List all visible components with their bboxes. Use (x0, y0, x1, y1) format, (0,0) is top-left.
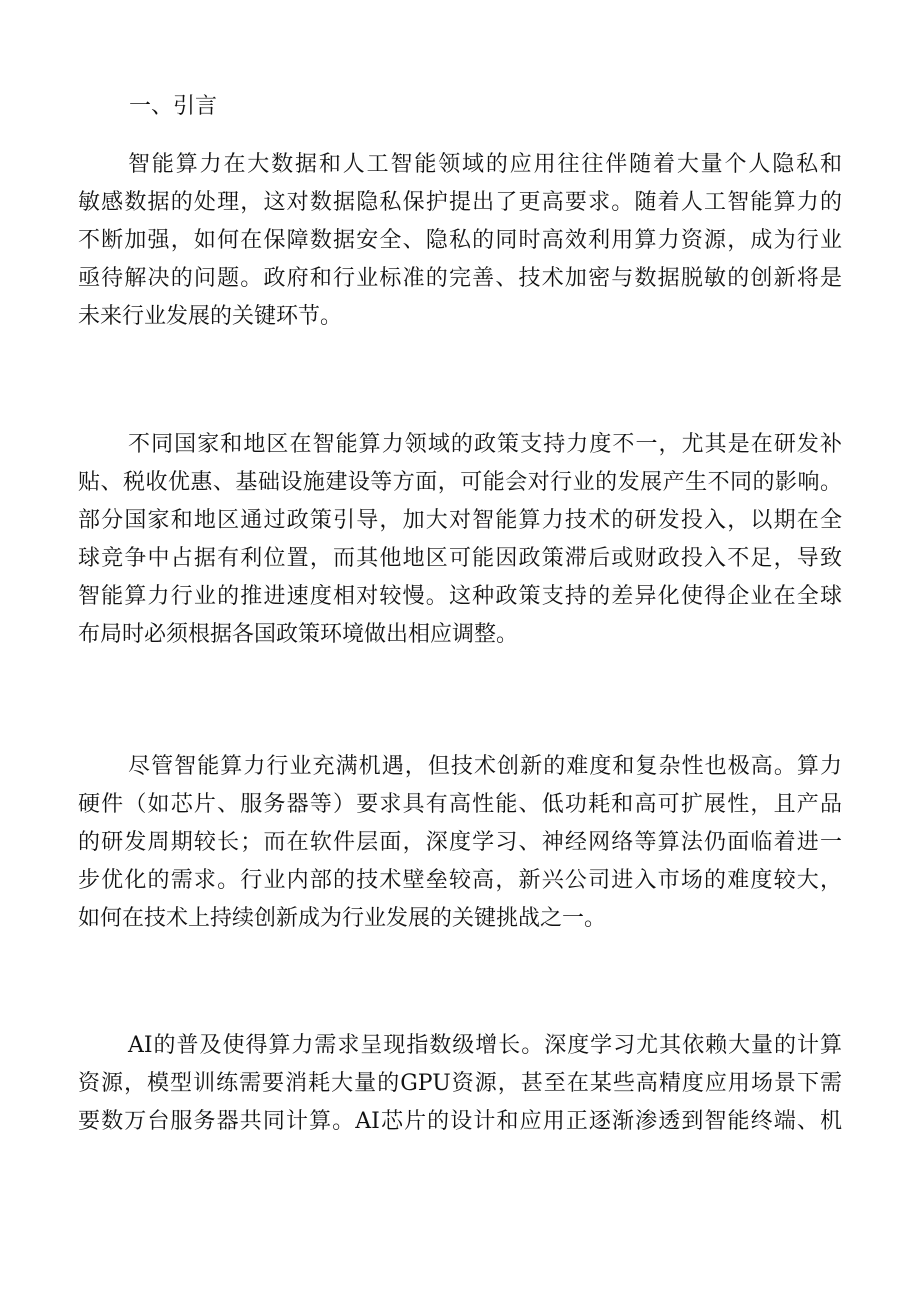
text-line: 要数万台服务器共同计算。AI芯片的设计和应用正逐渐渗透到智能终端、机 (78, 1109, 842, 1134)
text-line: 资源，模型训练需要消耗大量的GPU资源，甚至在某些高精度应用场景下需 (78, 1071, 842, 1096)
text-line: 布局时必须根据各国政策环境做出相应调整。 (78, 622, 519, 647)
section-heading: 一、引言 (129, 94, 218, 119)
text-line: 敏感数据的处理，这对数据隐私保护提出了更高要求。随着人工智能算力的 (78, 190, 842, 215)
text-line: 步优化的需求。行业内部的技术壁垒较高，新兴公司进入市场的难度较大， (78, 868, 842, 893)
text-line: 硬件（如芯片、服务器等）要求具有高性能、低功耗和高可扩展性，且产品 (78, 792, 842, 817)
paragraph-4 (78, 1027, 842, 1141)
paragraph-3 (78, 748, 842, 938)
text-line: AI的普及使得算力需求呈现指数级增长。深度学习尤其依赖大量的计算 (128, 1033, 842, 1058)
paragraph-1 (78, 146, 842, 336)
text-line: 的研发周期较长；而在软件层面，深度学习、神经网络等算法仍面临着进一 (78, 830, 842, 855)
text-line: 球竞争中占据有利位置，而其他地区可能因政策滞后或财政投入不足，导致 (78, 546, 842, 571)
text-line: 部分国家和地区通过政策引导，加大对智能算力技术的研发投入，以期在全 (78, 508, 842, 533)
text-line: 不同国家和地区在智能算力领域的政策支持力度不一，尤其是在研发补 (128, 432, 842, 457)
paragraph-2 (78, 426, 842, 654)
text-line: 不断加强，如何在保障数据安全、隐私的同时高效利用算力资源，成为行业 (78, 228, 842, 253)
text-line: 智能算力行业的推进速度相对较慢。这种政策支持的差异化使得企业在全球 (78, 584, 842, 609)
text-line: 未来行业发展的关键环节。 (78, 304, 343, 329)
text-line: 如何在技术上持续创新成为行业发展的关键挑战之一。 (78, 906, 607, 931)
text-line: 尽管智能算力行业充满机遇，但技术创新的难度和复杂性也极高。算力 (128, 754, 842, 779)
text-line: 贴、税收优惠、基础设施建设等方面，可能会对行业的发展产生不同的影响。 (78, 470, 842, 495)
text-line: 亟待解决的问题。政府和行业标准的完善、技术加密与数据脱敏的创新将是 (78, 266, 842, 291)
text-line: 智能算力在大数据和人工智能领域的应用往往伴随着大量个人隐私和 (128, 152, 842, 177)
